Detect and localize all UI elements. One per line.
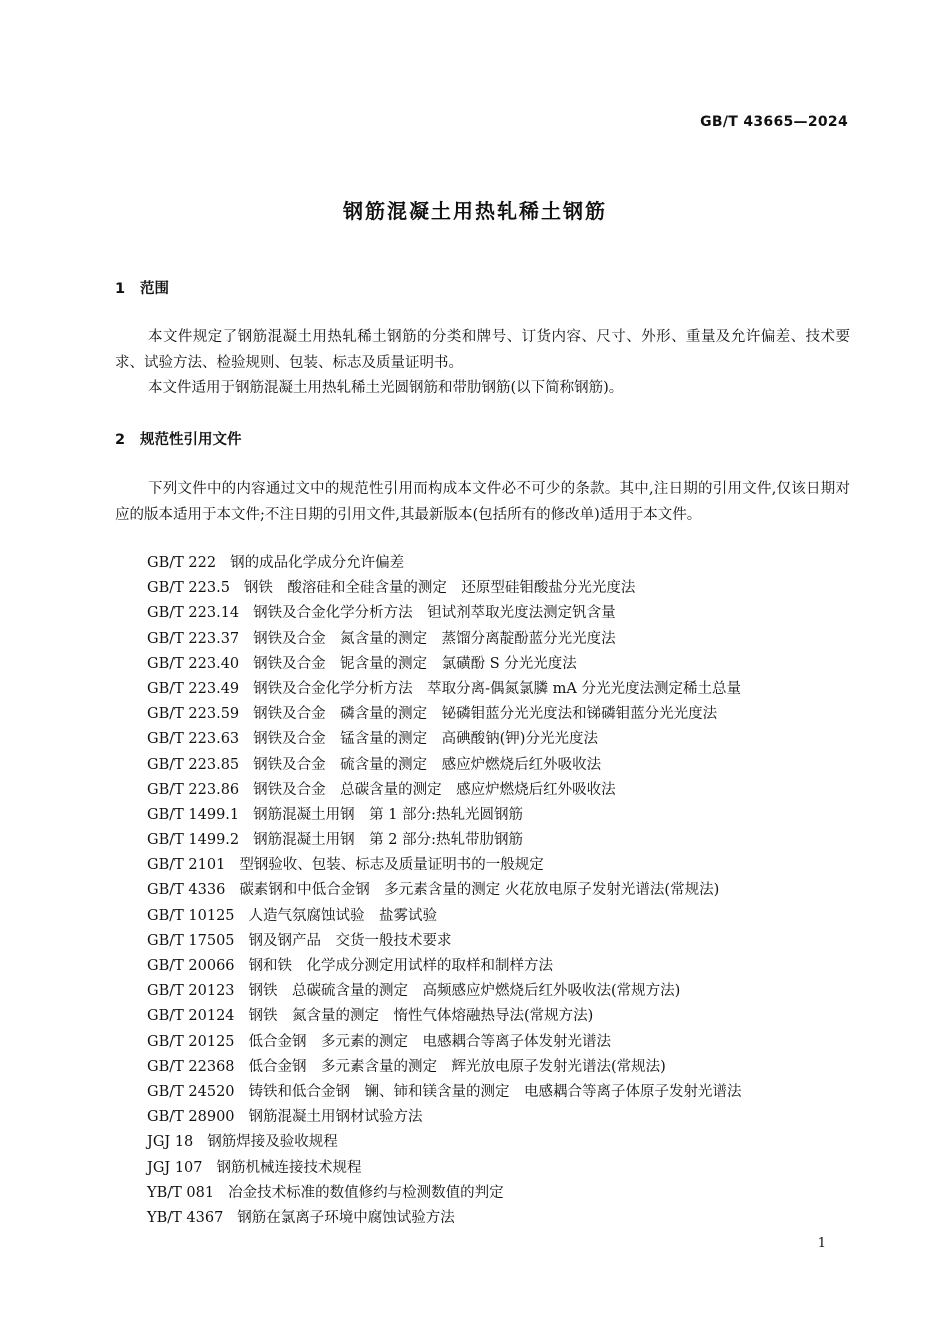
reference-item — [147, 576, 742, 601]
reference-item — [147, 904, 742, 929]
reference-title: 钢铁及合金 硫含量的测定 感应炉燃烧后红外吸收法 — [253, 756, 602, 773]
reference-item — [147, 1156, 742, 1181]
reference-code: GB/T 223.14 — [147, 605, 240, 622]
reference-code: GB/T 20124 — [147, 1008, 235, 1025]
reference-list — [147, 551, 742, 1231]
reference-title: 钢铁及合金 氮含量的测定 蒸馏分离靛酚蓝分光光度法 — [253, 630, 616, 647]
reference-item — [147, 778, 742, 803]
reference-item — [147, 1181, 742, 1206]
reference-code: GB/T 1499.1 — [147, 806, 240, 823]
reference-title: 冶金技术标准的数值修约与检测数值的判定 — [228, 1184, 504, 1201]
section-number: 2 — [115, 432, 126, 448]
reference-code: GB/T 20123 — [147, 983, 235, 1000]
reference-title: 钢筋混凝土用钢 第 1 部分:热轧光圆钢筋 — [253, 806, 523, 823]
reference-item — [147, 1206, 742, 1231]
reference-item — [147, 929, 742, 954]
page-number: 1 — [817, 1236, 826, 1251]
reference-item — [147, 727, 742, 752]
reference-item — [147, 551, 742, 576]
reference-code: YB/T 081 — [147, 1184, 215, 1201]
reference-code: JGJ 107 — [147, 1159, 203, 1176]
reference-code: GB/T 22368 — [147, 1058, 235, 1075]
reference-item — [147, 1004, 742, 1029]
reference-code: GB/T 20066 — [147, 958, 235, 974]
reference-title: 钢筋机械连接技术规程 — [216, 1159, 362, 1176]
reference-item — [147, 979, 742, 1004]
reference-code: GB/T 4336 — [147, 882, 226, 899]
reference-item — [147, 853, 742, 878]
reference-item — [147, 1130, 742, 1155]
reference-code: YB/T 4367 — [147, 1209, 224, 1226]
reference-title: 钢铁 氮含量的测定 惰性气体熔融热导法(常规方法) — [248, 1008, 594, 1025]
reference-item — [147, 1055, 742, 1080]
reference-item — [147, 954, 742, 979]
reference-code: GB/T 28900 — [147, 1109, 235, 1126]
reference-code: GB/T 222 — [147, 555, 217, 571]
reference-title: 钢铁及合金 磷含量的测定 铋磷钼蓝分光光度法和锑磷钼蓝分光光度法 — [253, 706, 718, 723]
reference-item — [147, 677, 742, 702]
reference-title: 钢铁及合金化学分析方法 钽试剂萃取光度法测定钒含量 — [253, 605, 616, 622]
reference-title: 铸铁和低合金钢 镧、铈和镁含量的测定 电感耦合等离子体原子发射光谱法 — [248, 1083, 742, 1100]
reference-title: 碳素钢和中低合金钢 多元素含量的测定 火花放电原子发射光谱法(常规法) — [239, 882, 720, 899]
reference-title: 钢铁 酸溶硅和全硅含量的测定 还原型硅钼酸盐分光光度法 — [243, 580, 636, 597]
references-intro-paragraph: 下列文件中的内容通过文中的规范性引用而构成本文件必不可少的条款。其中,注日期的引用文件,仅该日期对应的版本适用于本文件;不注日期的引用文件,其最新版本(包括所有的修改单)适用于本文件。 — [115, 481, 850, 523]
reference-item — [147, 828, 742, 853]
reference-title: 钢铁 总碳硫含量的测定 高频感应炉燃烧后红外吸收法(常规方法) — [248, 983, 681, 1000]
reference-code: GB/T 223.40 — [147, 655, 240, 672]
reference-item — [147, 1030, 742, 1055]
reference-title: 钢铁及合金 总碳含量的测定 感应炉燃烧后红外吸收法 — [253, 781, 616, 798]
document-title: 钢筋混凝土用热轧稀土钢筋 — [343, 199, 607, 223]
reference-title: 钢铁及合金化学分析方法 萃取分离-偶氮氯膦 mA 分光光度法测定稀土总量 — [253, 680, 741, 697]
reference-code: GB/T 223.37 — [147, 630, 240, 647]
reference-code: GB/T 10125 — [147, 907, 235, 924]
reference-item — [147, 878, 742, 903]
reference-code: GB/T 223.63 — [147, 731, 240, 748]
reference-code: GB/T 223.85 — [147, 756, 240, 773]
reference-item — [147, 627, 742, 652]
reference-code: GB/T 1499.2 — [147, 832, 240, 849]
reference-code: GB/T 17505 — [147, 932, 235, 949]
reference-title: 钢筋混凝土用钢材试验方法 — [248, 1109, 423, 1126]
reference-item — [147, 753, 742, 778]
reference-title: 钢及钢产品 交货一般技术要求 — [248, 932, 452, 949]
section-title: 范围 — [140, 281, 169, 297]
reference-title: 钢筋在氯离子环境中腐蚀试验方法 — [237, 1209, 455, 1226]
scope-paragraph: 本文件规定了钢筋混凝土用热轧稀土钢筋的分类和牌号、订货内容、尺寸、外形、重量及允许偏差、技术要求、试验方法、检验规则、包装、标志及质量证明书。 — [115, 329, 850, 371]
reference-title: 低合金钢 多元素的测定 电感耦合等离子体发射光谱法 — [248, 1033, 612, 1050]
reference-item — [147, 1105, 742, 1130]
section-number: 1 — [115, 281, 126, 297]
section-heading-scope — [115, 277, 169, 298]
section-heading-normative-references — [115, 428, 242, 449]
section-title: 规范性引用文件 — [140, 432, 242, 448]
reference-item — [147, 601, 742, 626]
reference-item — [147, 803, 742, 828]
reference-code: GB/T 24520 — [147, 1083, 235, 1100]
reference-title: 钢的成品化学成分允许偏差 — [230, 555, 405, 571]
reference-title: 钢铁及合金 锰含量的测定 高碘酸钠(钾)分光光度法 — [253, 731, 598, 748]
reference-title: 钢筋混凝土用钢 第 2 部分:热轧带肋钢筋 — [253, 832, 523, 849]
reference-title: 人造气氛腐蚀试验 盐雾试验 — [248, 907, 438, 924]
reference-item — [147, 702, 742, 727]
reference-title: 钢筋焊接及验收规程 — [207, 1134, 338, 1151]
reference-code: GB/T 2101 — [147, 857, 226, 874]
reference-code: GB/T 223.59 — [147, 706, 240, 723]
scope-paragraph: 本文件适用于钢筋混凝土用热轧稀土光圆钢筋和带肋钢筋(以下简称钢筋)。 — [148, 380, 624, 396]
reference-title: 型钢验收、包装、标志及质量证明书的一般规定 — [239, 857, 544, 874]
reference-item — [147, 652, 742, 677]
reference-item — [147, 1080, 742, 1105]
reference-code: JGJ 18 — [147, 1134, 194, 1151]
reference-code: GB/T 223.86 — [147, 781, 240, 798]
reference-code: GB/T 223.49 — [147, 680, 240, 697]
reference-code: GB/T 223.5 — [147, 580, 230, 597]
reference-code: GB/T 20125 — [147, 1033, 235, 1050]
reference-title: 钢和铁 化学成分测定用试样的取样和制样方法 — [248, 958, 554, 974]
reference-title: 钢铁及合金 铌含量的测定 氯磺酚 S 分光光度法 — [253, 655, 577, 672]
reference-title: 低合金钢 多元素含量的测定 辉光放电原子发射光谱法(常规法) — [248, 1058, 666, 1075]
standard-code: GB/T 43665—2024 — [700, 114, 848, 130]
